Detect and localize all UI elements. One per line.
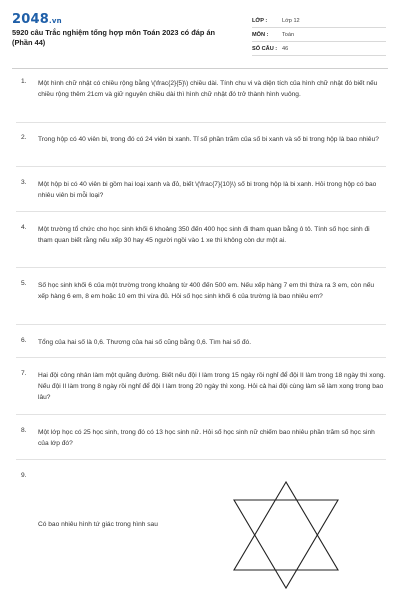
question-text: Một hình chữ nhật có chiều rộng bằng \(\frac{2}{5}\) chiều dài. Tính chu vi và diện tích của hình chữ nhật đó biết nếu chiều rộng thêm 21cm và giữ nguyên chiều dài thì hình chữ nhật đó trở thành hình vuông.	[38, 80, 378, 98]
page-title: 5920 câu Trắc nghiệm tổng hợp môn Toán 2023 có đáp án (Phần 44)	[12, 28, 216, 47]
question-number: 3.	[21, 179, 27, 186]
question-number: 4.	[21, 224, 27, 231]
question-number: 1.	[21, 78, 27, 85]
question-divider	[16, 459, 386, 460]
question-divider	[16, 211, 386, 212]
question-divider	[16, 357, 386, 358]
question-number: 8.	[21, 427, 27, 434]
question-divider	[16, 267, 386, 268]
logo-text: 2048	[12, 12, 49, 27]
question-text: Một lớp học có 25 học sinh, trong đó có 13 học sinh nữ. Hỏi số học sinh nữ chiếm bao nhiêu phần trăm số học sinh của lớp đó?	[38, 429, 375, 447]
question-divider	[16, 122, 386, 123]
meta-row-class	[252, 14, 386, 28]
question-divider	[16, 324, 386, 325]
question-text: Số học sinh khối 6 của một trường trong khoảng từ 400 đến 500 em. Nếu xếp hàng 7 em thì thừa ra 3 em, còn nếu xếp hàng 6 em, 8 em hoặc 10 em thì vừa đủ. Hỏi số học sinh khối 6 của trường là bao nhiêu em?	[38, 282, 375, 300]
meta-key: SỐ CÂU :	[252, 45, 278, 52]
hexagram-svg	[228, 478, 344, 590]
question-divider	[16, 166, 386, 167]
meta-key: LỚP :	[252, 17, 268, 24]
page-header	[0, 0, 400, 68]
question-divider	[16, 414, 386, 415]
question-number: 7.	[21, 370, 27, 377]
question-number: 6.	[21, 337, 27, 344]
site-logo[interactable]	[12, 12, 62, 27]
meta-table	[252, 14, 386, 56]
question-text: Tổng của hai số là 0,6. Thương của hai số cũng bằng 0,6. Tìm hai số đó.	[38, 339, 252, 346]
question-text: Một trường tổ chức cho học sinh khối 6 khoảng 350 đến 400 học sinh đi tham quan bằng ô tô. Tính số học sinh đi tham quan biết rằng nếu xếp 30 hay 45 người ngồi vào 1 xe thì không còn dư một ai.	[38, 226, 370, 244]
question-number: 2.	[21, 134, 27, 141]
meta-value: Toán	[282, 31, 295, 38]
question-number: 9.	[21, 472, 27, 479]
meta-value: 46	[282, 45, 289, 52]
question-number: 5.	[21, 280, 27, 287]
question-caption: Có bao nhiêu hình tứ giác trong hình sau	[38, 521, 158, 528]
logo-suffix: .vn	[48, 17, 62, 25]
meta-row-count	[252, 42, 386, 56]
meta-value: Lớp 12	[282, 17, 300, 24]
question-text: Trong hộp có 40 viên bi, trong đó có 24 viên bi xanh. Tỉ số phần trăm của số bi xanh và số bi trong hộp là bao nhiêu?	[38, 136, 379, 143]
question-text: Hai đội công nhân làm một quãng đường. Biết nếu đội I làm trong 15 ngày rồi nghỉ để đội II làm trong 18 ngày thì xong. Nếu đội II làm trong 8 ngày rồi nghỉ để đội I làm trong 20 ngày thì xong. Hỏi cả hai đội cùng làm sẽ làm xong trong bao lâu?	[38, 372, 386, 401]
header-divider	[12, 68, 388, 69]
question-text: Một hộp bi có 40 viên bi gồm hai loại xanh và đỏ, biết \(\frac{7}{10}\) số bi trong hộp là bi xanh. Hỏi trong hộp có bao nhiêu viên bi mỗi loại?	[38, 181, 377, 199]
meta-key: MÔN :	[252, 31, 269, 38]
hexagram-figure	[228, 478, 344, 590]
meta-row-subject	[252, 28, 386, 42]
